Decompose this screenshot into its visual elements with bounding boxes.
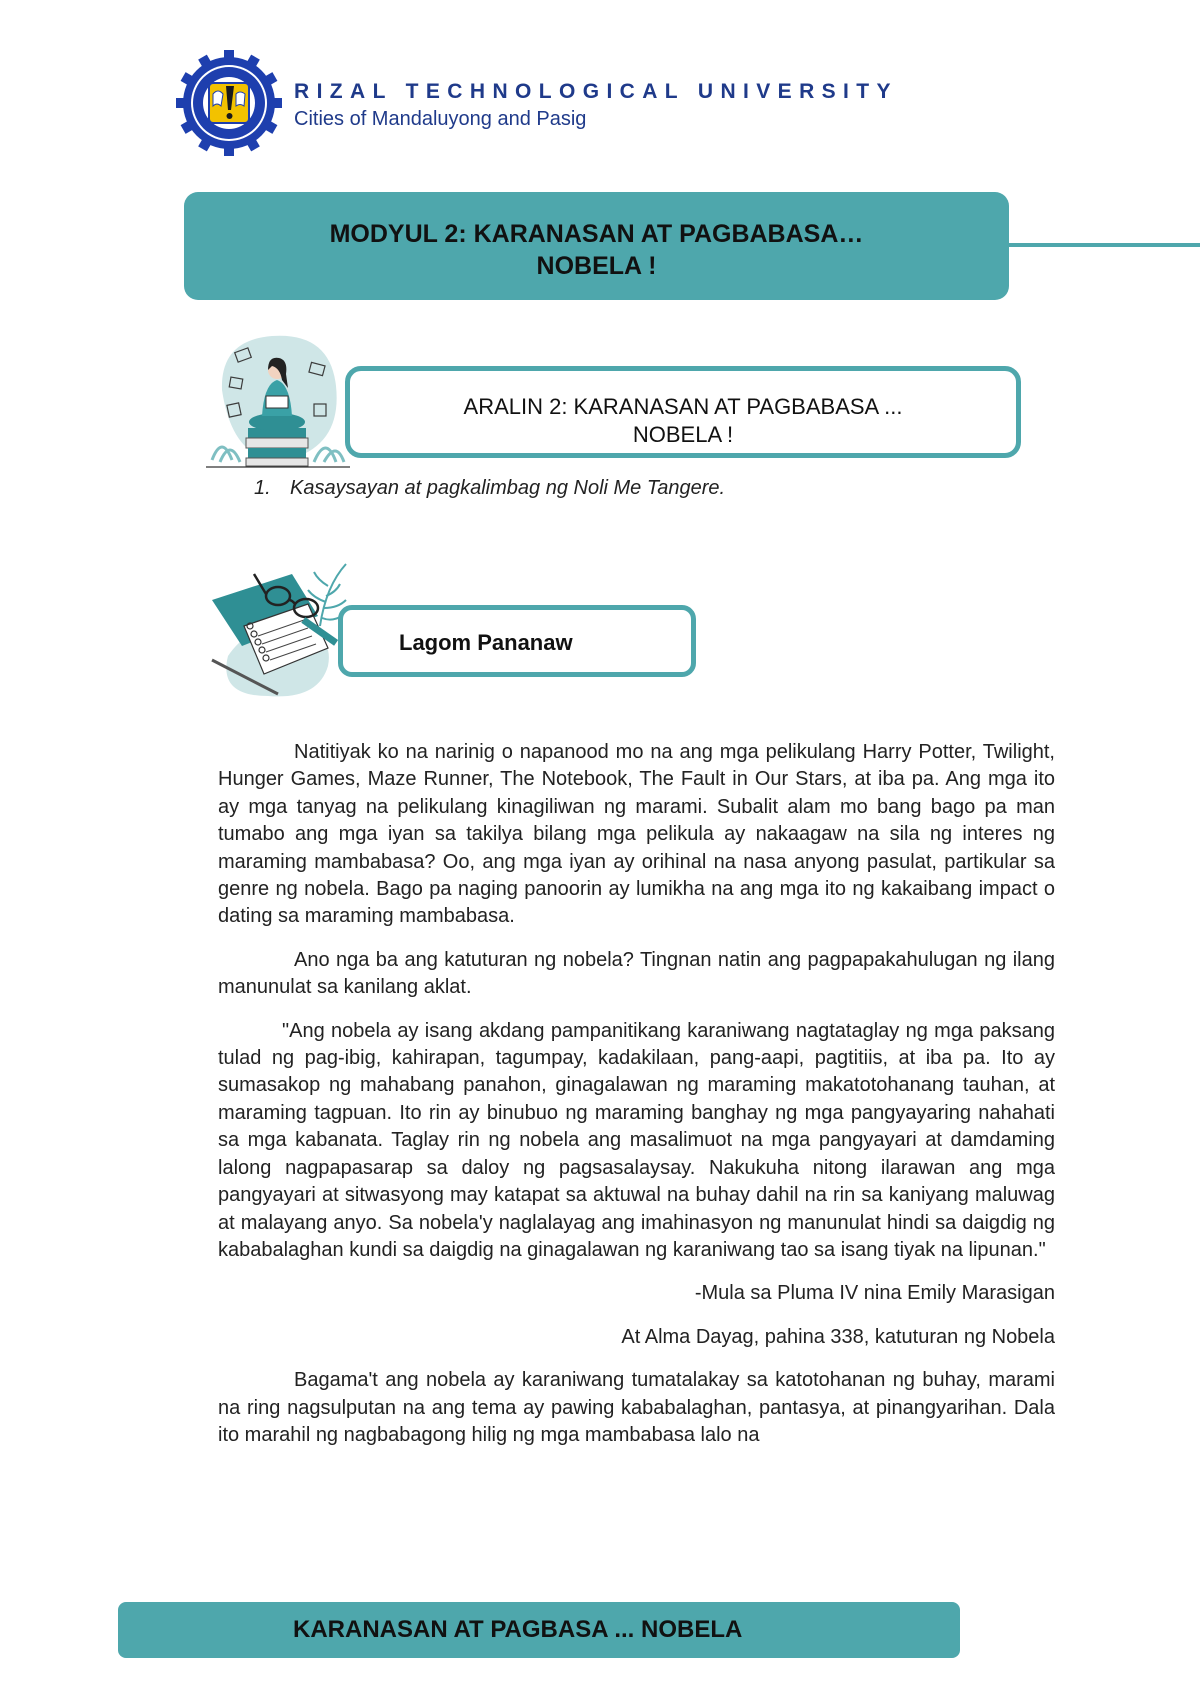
aralin-title-line2: NOBELA ! bbox=[632, 422, 734, 447]
module-title-banner bbox=[184, 192, 1009, 300]
list-item-number: 1. bbox=[254, 477, 271, 499]
university-name: RIZAL TECHNOLOGICAL UNIVERSITY bbox=[294, 80, 898, 103]
woman-reading-icon bbox=[202, 330, 354, 472]
paragraph-1: Natitiyak ko na narinig o napanood mo na ang mga pelikulang Harry Potter, Twilight, Hunger Games, Maze Runner, The Notebook, The Fault in Our Stars, at iba pa. Ang mga ito ay mga tanyag na pelikulang kinagiliwan ng marami. Subalit alam mo bang bago pa man tumabo ang mga iyan sa takilya bilang mga pelikula ay nakaagaw na sila ng interes ng maraming mambabasa? Oo, ang mga iyan ay orihinal na nasa anyong pasulat, partikular sa genre ng nobela. Bago pa naging panoorin ay lumikha na ang mga ito ng kakaibang impact o dating sa maraming mambabasa. bbox=[218, 741, 1055, 928]
aralin-title-box bbox=[345, 366, 1021, 458]
university-seal-icon bbox=[176, 50, 282, 156]
definition-quote: "Ang nobela ay isang akdang pampanitikang karaniwang nagtataglay ng mga paksang tulad ng pag-ibig, kahirapan, tagumpay, kadakilaan, pang-aapi, pagtitiis, at iba pa. Ito ay sumasakop ng mahabang panahon, ginagalawan ng maraming makatotohanang tauhan, at maraming tagpuan. Ito rin ay binubuo ng maraming banghay ng mga pangyayaring nahahati sa mga kabanata. Taglay rin ng nobela ang masalimuot na mga pangyayari at damdaming lalong nagpapasarap sa daloy ng pagsasalaysay. Nakukuha nitong ilarawan ang mga pangyayari at sitwasyong may katapat sa aktuwal na buhay dahil na rin sa kaniyang maluwag at malayang anyo. Sa nobela'y naglalayag ang imahinasyon ng manunulat hindi sa daigdig ng kababalaghan kundi sa daigdig na ginagalawan ng karaniwang tao sa isang tiyak na lipunan." bbox=[218, 1019, 1055, 1261]
paragraph-3: Bagama't ang nobela ay karaniwang tumatalakay sa katotohanan ng buhay, marami na ring nagsulputan na ang tema ay pawing kababalaghan, pantasya, at pinangyarihan. Dala ito marahil ng nagbabagong hilig ng mga mambabasa lalo na bbox=[218, 1369, 1055, 1446]
list-item bbox=[254, 477, 725, 500]
module-title-line1: MODYUL 2: KARANASAN AT PAGBABASA… bbox=[329, 220, 864, 248]
paragraph-2: Ano nga ba ang katuturan ng nobela? Tingnan natin ang pagpapakahulugan ng ilang manunulat sa kanilang aklat. bbox=[218, 948, 1055, 999]
lagom-pananaw-box bbox=[338, 605, 696, 677]
footer-label: KARANASAN AT PAGBASA ... NOBELA bbox=[293, 1616, 743, 1643]
body-text bbox=[218, 739, 1055, 1465]
module-title-line2: NOBELA ! bbox=[536, 252, 657, 280]
university-subtitle: Cities of Mandaluyong and Pasig bbox=[294, 108, 587, 130]
aralin-title-line1: ARALIN 2: KARANASAN AT PAGBABASA ... bbox=[463, 394, 903, 419]
list-item-text: Kasaysayan at pagkalimbag ng Noli Me Tangere. bbox=[290, 477, 726, 499]
citation-line-1: -Mula sa Pluma IV nina Emily Marasigan bbox=[694, 1282, 1055, 1305]
lagom-pananaw-label: Lagom Pananaw bbox=[399, 630, 573, 655]
citation-line-2: At Alma Dayag, pahina 338, katuturan ng Nobela bbox=[621, 1325, 1055, 1348]
module-divider-line bbox=[990, 243, 1200, 247]
footer-banner bbox=[118, 1602, 960, 1658]
